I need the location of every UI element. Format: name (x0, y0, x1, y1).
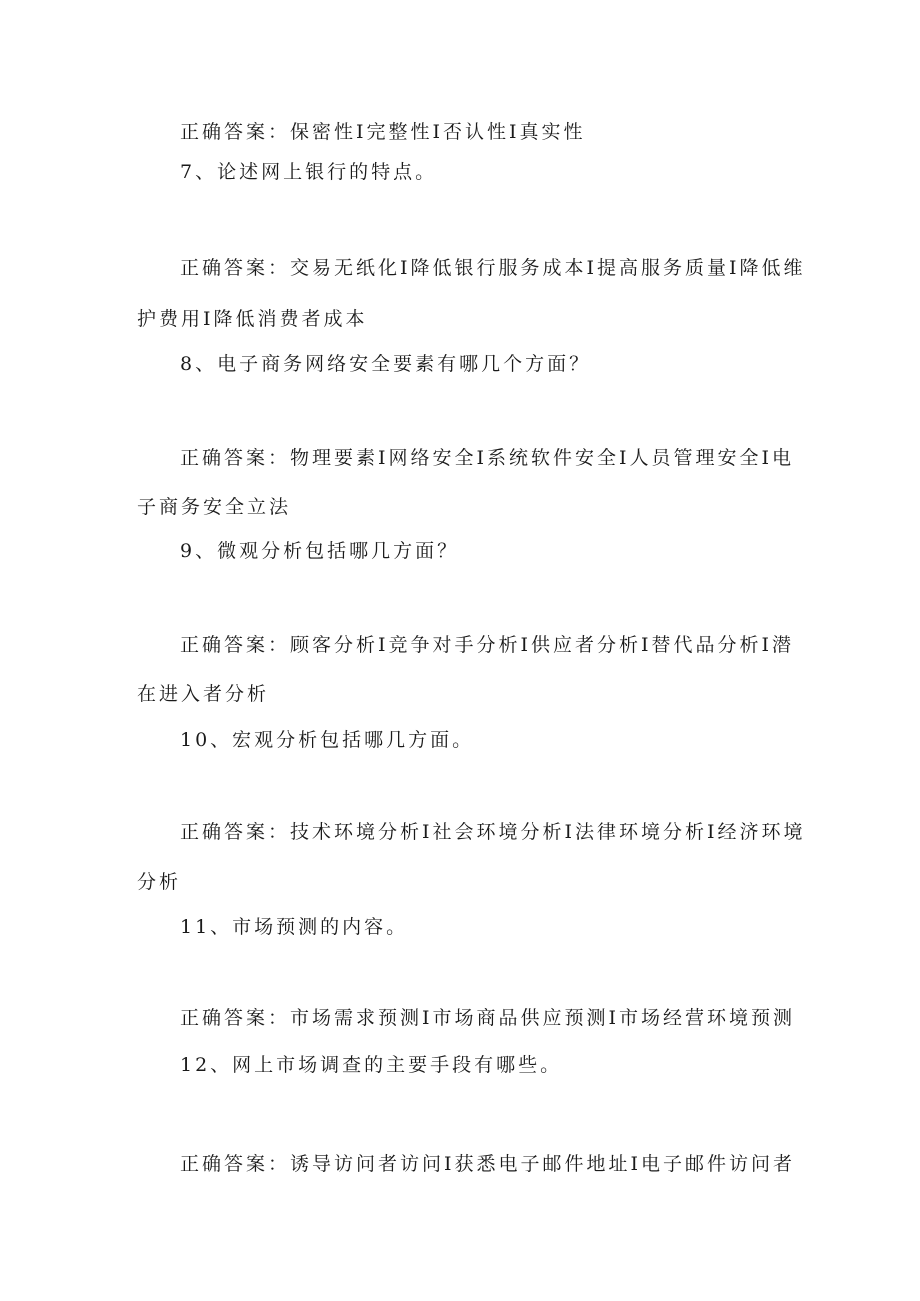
question-11: 11、市场预测的内容。 (180, 916, 409, 938)
answer-10-line-1: 正确答案：技术环境分析Ⅰ社会环境分析Ⅰ法律环境分析Ⅰ经济环境 (180, 821, 806, 843)
answer-7-line-1: 正确答案：交易无纸化Ⅰ降低银行服务成本Ⅰ提高服务质量Ⅰ降低维 (180, 257, 806, 279)
answer-8-line-1: 正确答案：物理要素Ⅰ网络安全Ⅰ系统软件安全Ⅰ人员管理安全Ⅰ电 (180, 447, 795, 469)
question-8: 8、电子商务网络安全要素有哪几个方面？ (180, 353, 592, 375)
answer-8-line-2: 子商务安全立法 (137, 496, 292, 518)
answer-7-line-2: 护费用Ⅰ降低消费者成本 (137, 308, 368, 330)
answer-6: 正确答案：保密性Ⅰ完整性Ⅰ否认性Ⅰ真实性 (180, 121, 586, 143)
answer-10-line-2: 分析 (137, 871, 182, 893)
question-10: 10、宏观分析包括哪几方面。 (180, 729, 475, 751)
question-7: 7、论述网上银行的特点。 (180, 161, 438, 183)
answer-12: 正确答案：诱导访问者访问Ⅰ获悉电子邮件地址Ⅰ电子邮件访问者 (180, 1153, 796, 1175)
question-9: 9、微观分析包括哪几方面？ (180, 540, 460, 562)
question-12: 12、网上市场调查的主要手段有哪些。 (180, 1054, 563, 1076)
answer-11: 正确答案：市场需求预测Ⅰ市场商品供应预测Ⅰ市场经营环境预测 (180, 1007, 796, 1029)
answer-9-line-2: 在进入者分析 (137, 683, 270, 705)
answer-9-line-1: 正确答案：顾客分析Ⅰ竞争对手分析Ⅰ供应者分析Ⅰ替代品分析Ⅰ潜 (180, 634, 795, 656)
